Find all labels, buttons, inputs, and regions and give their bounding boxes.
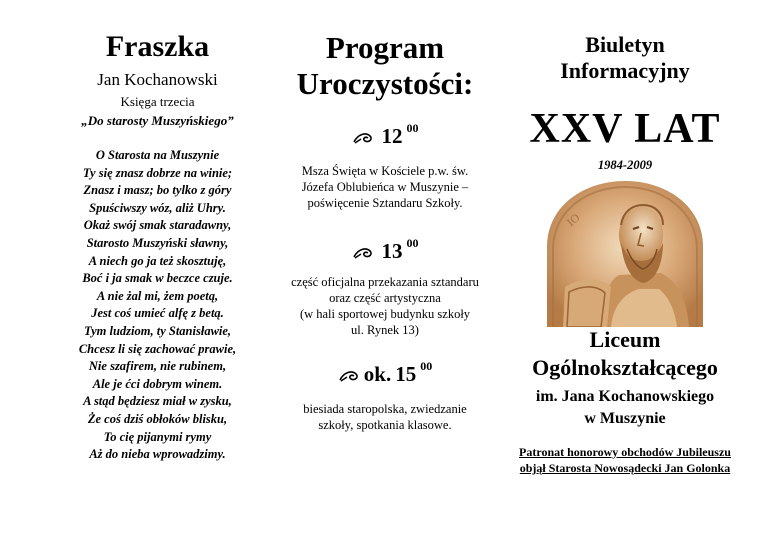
program-column [280, 0, 490, 433]
poem-line: Chcesz li się zachować prawie, [78, 341, 237, 356]
poem-text [50, 147, 265, 464]
program-title [280, 30, 490, 102]
event-time-hour: 12 [381, 124, 403, 148]
event-time-minutes: 00 [406, 121, 419, 135]
event-description [280, 401, 490, 433]
svg-text:IO: IO [563, 210, 583, 230]
event-line: szkoły, spotkania klasowe. [318, 418, 452, 432]
bulletin-title-line: Biuletyn [585, 32, 665, 57]
event-time [280, 359, 490, 387]
portrait-relief [541, 177, 709, 327]
poem-line: Tym ludziom, ty Stanisławie, [83, 323, 232, 338]
event-description [280, 274, 490, 338]
poem-line: Znasz i masz; bo tylko z góry [83, 183, 232, 198]
swirl-icon [352, 130, 374, 146]
poem-line: Nie szafirem, nie rubinem, [88, 359, 227, 374]
event-line: oraz część artystyczna [329, 291, 441, 305]
event-time-minutes: 00 [406, 236, 419, 250]
poem-line: Boć i ja smak w beczce czuje. [82, 271, 233, 286]
poem-line: A nie żal mi, żem poetą, [96, 288, 219, 303]
bulletin-title [505, 32, 745, 84]
school-name-line: Liceum [589, 327, 661, 352]
event-description [280, 163, 490, 211]
bulletin-column [505, 0, 745, 476]
anniversary-years: 1984-2009 [597, 158, 653, 172]
school-name-line: Ogólnokształcącego [532, 355, 718, 380]
event-block [280, 236, 490, 338]
school-patron-line: w Muszynie [584, 410, 666, 427]
school-patron-line: im. Jana Kochanowskiego [535, 388, 715, 405]
poem-line: A stąd będziesz miał w zysku, [83, 394, 232, 409]
program-title-line: Program [325, 30, 445, 65]
event-block [280, 121, 490, 211]
poem-line: Że coś dziś obłoków blisku, [87, 411, 228, 426]
event-time-prefix: ok. [363, 362, 392, 386]
fraszka-title: Fraszka [105, 30, 210, 63]
event-time [280, 121, 490, 149]
poem-line: Aż do nieba wprowadzimy. [89, 447, 226, 462]
poem-dedication: „Do starosty Muszyńskiego” [81, 113, 234, 128]
honorary-patronage-line: objął Starosta Nowosądecki Jan Golonka [519, 461, 731, 475]
event-line: ul. Rynek 13) [351, 323, 419, 337]
event-line: część oficjalna przekazania sztandaru [291, 275, 479, 289]
school-patron [505, 386, 745, 430]
poem-line: Okaż swój smak staradawny, [83, 218, 232, 233]
swirl-icon [352, 245, 374, 261]
poem-line: Jest coś umieć alfę z betą. [91, 306, 224, 321]
honorary-patronage [505, 444, 745, 476]
swirl-icon [338, 368, 360, 384]
poem-line: Starosto Muszyński sławny, [86, 235, 229, 250]
event-time-hour: 15 [395, 362, 417, 386]
event-line: Józefa Oblubieńca w Muszynie – [301, 180, 469, 194]
program-title-line: Uroczystości: [296, 66, 474, 101]
bulletin-title-line: Informacyjny [560, 58, 690, 83]
poem-line: Ale je ćci dobrym winem. [92, 376, 223, 391]
poem-line: A niech go ja też skosztuję, [88, 253, 227, 268]
poem-book: Księga trzecia [120, 94, 195, 109]
event-line: poświęcenie Sztandaru Szkoły. [307, 196, 463, 210]
event-time-minutes: 00 [420, 359, 433, 373]
honorary-patronage-line: Patronat honorowy obchodów Jubileuszu [519, 445, 731, 459]
poem-line: Spuściwszy wóz, aliż Uhry. [89, 200, 226, 215]
event-line: Msza Święta w Kościele p.w. św. [301, 164, 469, 178]
poem-line: To cię pijanymi rymy [103, 429, 212, 444]
event-block [280, 359, 490, 433]
anniversary-heading: XXV LAT [529, 106, 721, 152]
poem-line: O Starosta na Muszynie [95, 148, 220, 162]
event-line: (w hali sportowej budynku szkoły [299, 307, 471, 321]
poem-line: Ty się znasz dobrze na winie; [82, 165, 233, 180]
poem-author: Jan Kochanowski [97, 70, 218, 89]
fraszka-column [50, 0, 265, 464]
event-time-hour: 13 [381, 239, 403, 263]
event-time [280, 236, 490, 264]
school-name [505, 326, 745, 382]
event-line: biesiada staropolska, zwiedzanie [303, 402, 467, 416]
